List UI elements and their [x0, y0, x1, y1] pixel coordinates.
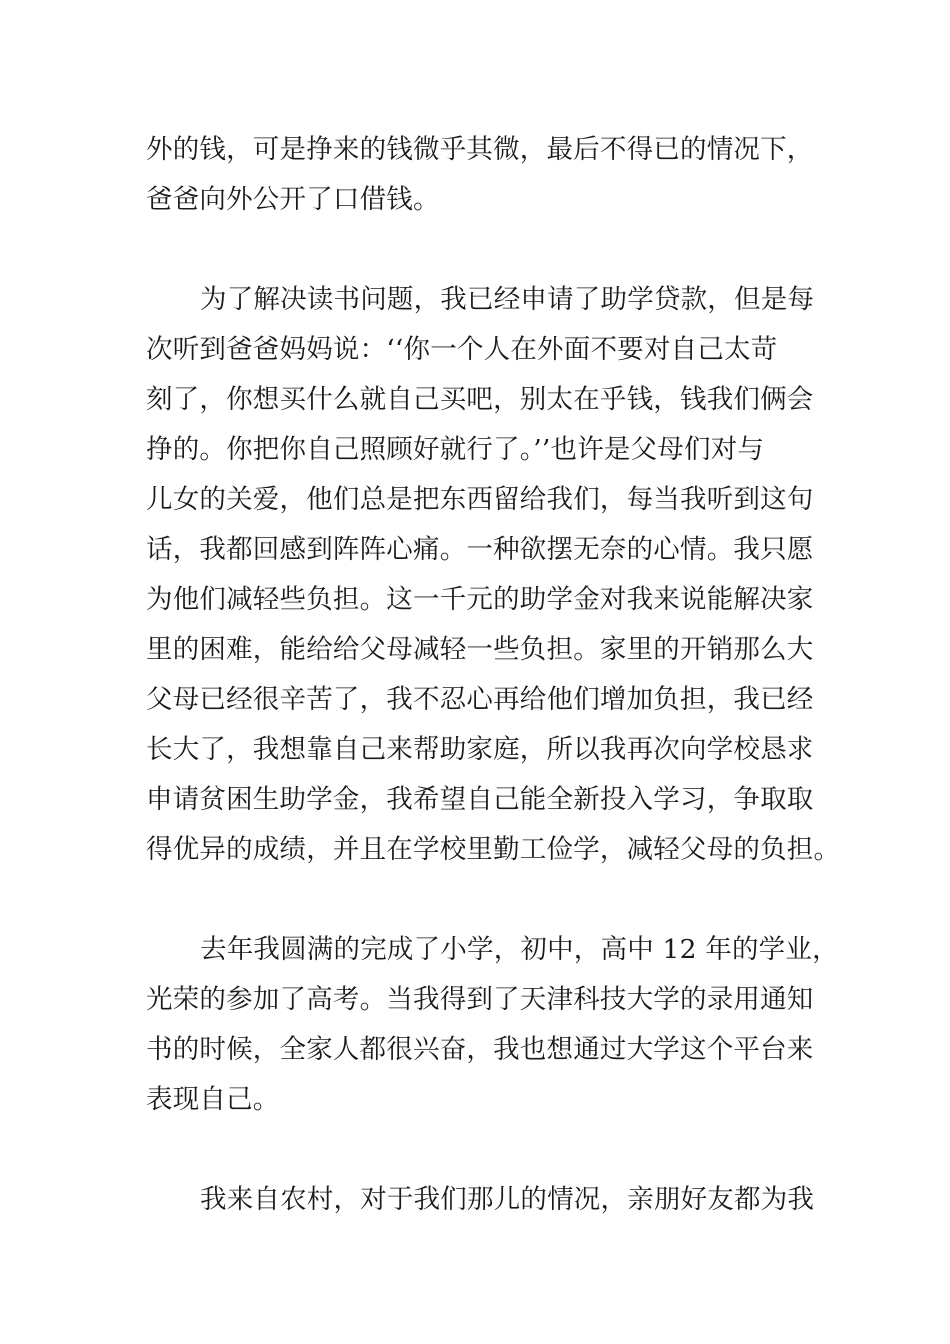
- paragraph-1-line-1: 外的钱，可是挣来的钱微乎其微，最后不得已的情况下，: [146, 134, 814, 165]
- paragraph-2-line-10: 长大了，我想靠自己来帮助家庭，所以我再次向学校恳求: [146, 734, 814, 765]
- paragraph-2-line-9: 父母已经很辛苦了，我不忍心再给他们增加负担，我已经: [146, 684, 814, 715]
- paragraph-2-line-4: 挣的。你把你自己照顾好就行了。’’也许是父母们对与: [146, 434, 765, 465]
- paragraph-2-line-11: 申请贫困生助学金，我希望自己能全新投入学习，争取取: [146, 784, 814, 815]
- paragraph-3-line-1: 去年我圆满的完成了小学，初中，高中 12 年的学业，: [200, 934, 839, 965]
- paragraph-4-line-1: 我来自农村，对于我们那儿的情况，亲朋好友都为我: [200, 1184, 815, 1215]
- paragraph-2-line-2: 次听到爸爸妈妈说：‘‘你一个人在外面不要对自己太苛: [146, 334, 778, 365]
- paragraph-2-line-8: 里的困难，能给给父母减轻一些负担。家里的开销那么大: [146, 634, 814, 665]
- paragraph-1-line-2: 爸爸向外公开了口借钱。: [146, 184, 440, 215]
- paragraph-3-line-4: 表现自己。: [146, 1084, 280, 1115]
- paragraph-2-line-7: 为他们减轻些负担。这一千元的助学金对我来说能解决家: [146, 584, 814, 615]
- paragraph-3-line-2: 光荣的参加了高考。当我得到了天津科技大学的录用通知: [146, 984, 814, 1015]
- paragraph-2-line-1: 为了解决读书问题，我已经申请了助学贷款，但是每: [200, 284, 815, 315]
- paragraph-2-line-12: 得优异的成绩，并且在学校里勤工俭学，减轻父母的负担。: [146, 834, 841, 865]
- paragraph-3-line-3: 书的时候，全家人都很兴奋，我也想通过大学这个平台来: [146, 1034, 814, 1065]
- paragraph-2-line-5: 儿女的关爱，他们总是把东西留给我们，每当我听到这句: [146, 484, 814, 515]
- paragraph-2-line-3: 刻了，你想买什么就自己买吧，别太在乎钱，钱我们俩会: [146, 384, 814, 415]
- paragraph-2-line-6: 话，我都回感到阵阵心痛。一种欲摆无奈的心情。我只愿: [146, 534, 814, 565]
